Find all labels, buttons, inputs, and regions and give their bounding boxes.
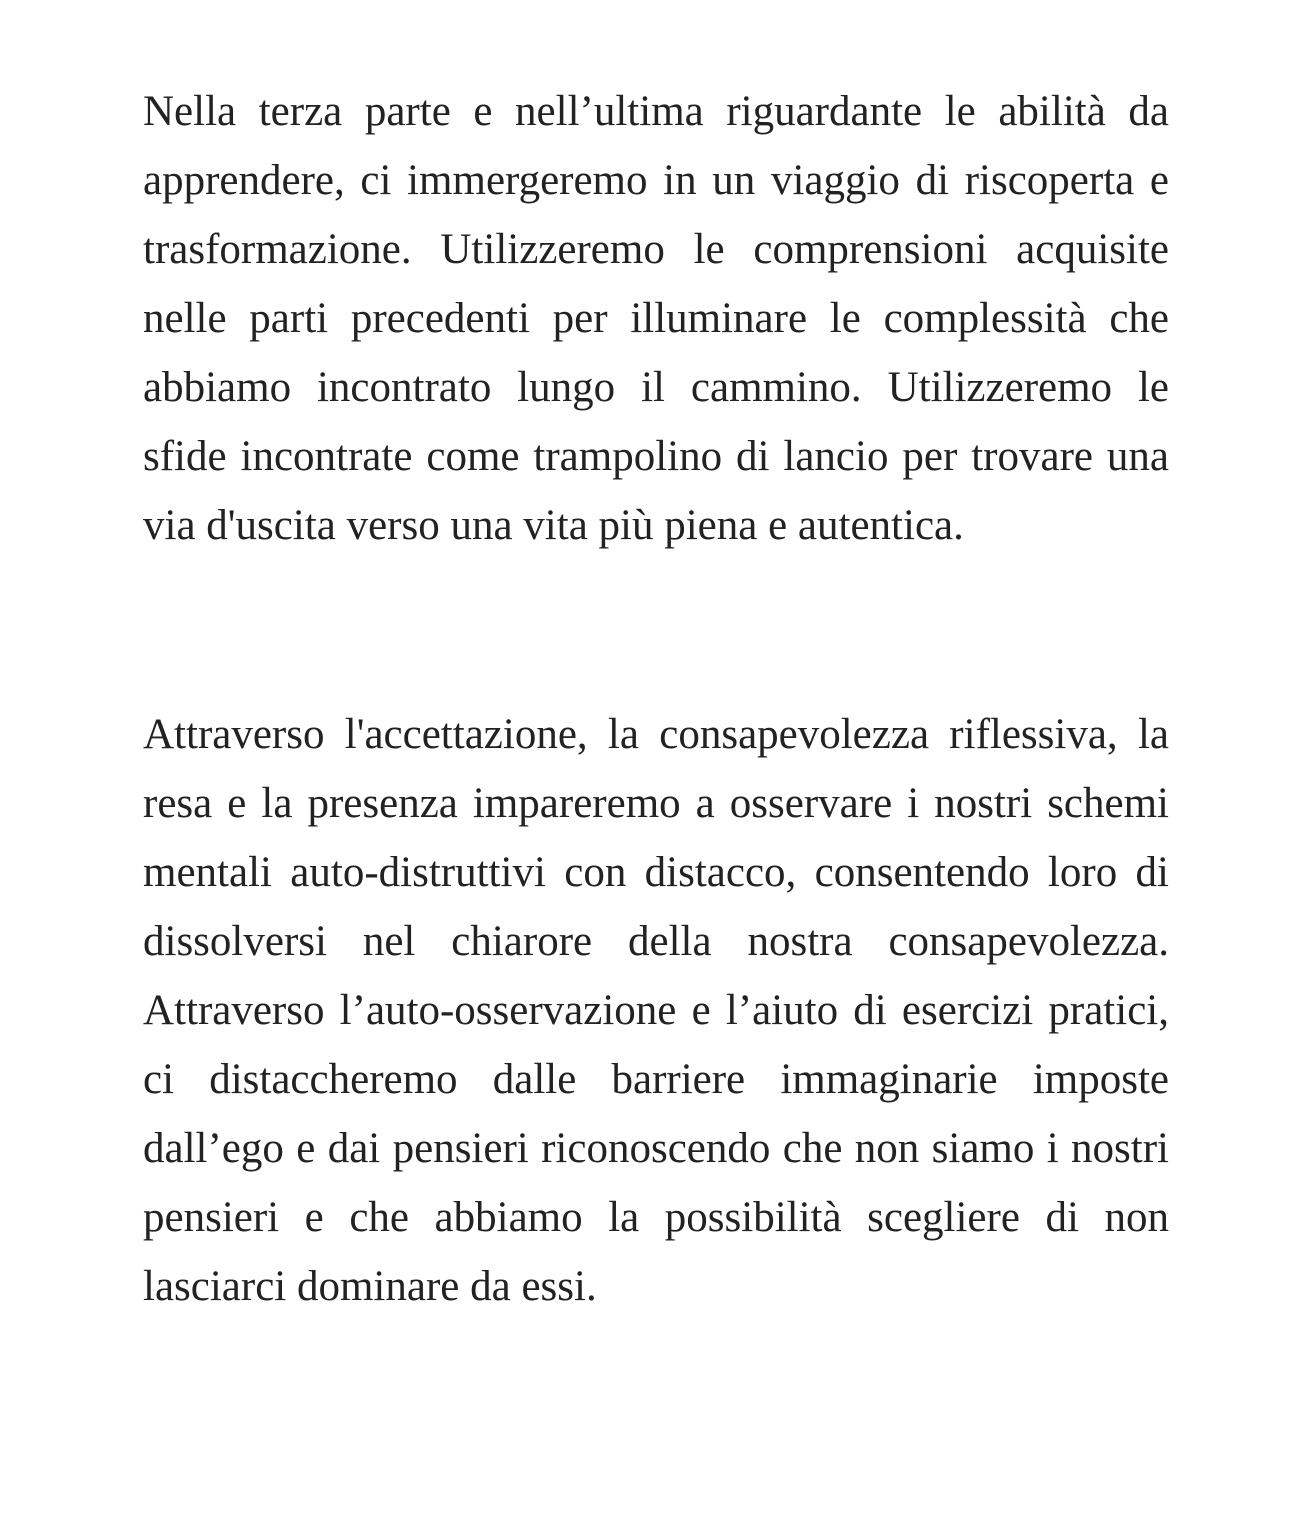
body-paragraph: Nella terza parte e nell’ultima riguardante le abilità da apprendere, ci immergeremo in un viaggio di riscoperta e trasformazione. Utilizzeremo le comprensioni acquisite nelle parti precedenti per illuminare le complessità che abbiamo incontrato lungo il cammino. Utilizzeremo le sfide incontrate come trampolino di lancio per trovare una via d'uscita verso una vita più piena e autentica. [143,88,1169,549]
body-paragraph: Attraverso l'accettazione, la consapevolezza riflessiva, la resa e la presenza impareremo a osservare i nostri schemi mentali auto-distruttivi con distacco, consentendo loro di dissolversi nel chiarore della nostra consapevolezza. Attraverso l’auto-osservazione e l’aiuto di esercizi pratici, ci distaccheremo dalle barriere immaginarie imposte dall’ego e dai pensieri riconoscendo che non siamo i nostri pensieri e che abbiamo la possibilità scegliere di non lasciarci dominare da essi. [143,711,1169,1310]
